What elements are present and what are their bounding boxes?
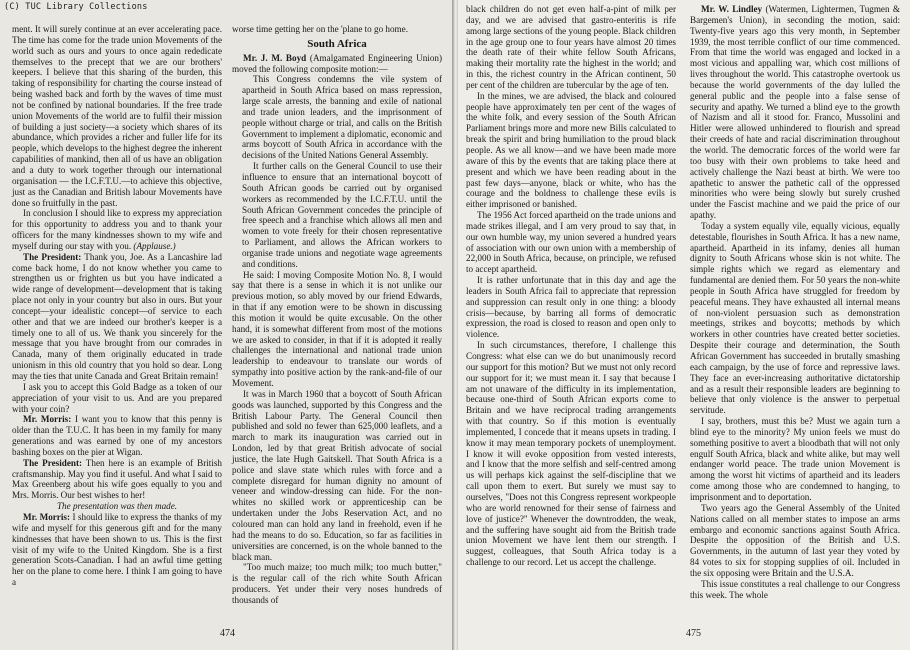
right-page-column-1 — [466, 4, 676, 568]
speaker-name: Mr. Morris: — [23, 414, 72, 425]
speaker-name: Mr. W. Lindley — [701, 4, 763, 14]
paragraph: ment. It will surely continue at an ever accelerating pace. The time has come for the trade union Movements of the world such as ours and yours to once again rededicate themselves to the precept that we are our brothers' keepers. I believe that this sharing of the burden, this taking of responsibility for charting the course instead of being washed back and forth by the waves of time must not be confined by national boundaries. If the free trade union Movements of the world are to fulfil their mission of building a just society—a society which shares of its abundance, which provides a richer and fuller life for its people, which develops to the highest degree the inherent capabilities of mankind, then all of us have an obligation and a duty to work together through our international organisation — the I.C.F.T.U.—to achieve this objective, just as the Canadian and British labour Movements have done so fruitfully in the past. — [12, 24, 222, 208]
right-page — [458, 0, 910, 650]
paragraph: The President: Then here is an example of British craftsmanship. May you find it useful. And what I said to Max Greenberg about his wife goes equally to you and Mrs. Morris. Our best wishes to her! — [12, 457, 222, 501]
paragraph-text: In conclusion I should like to express my appreciation for this opportunity to address you and to thank your officers for the many kindnesses shown to my wife and myself during our stay with you. — [12, 208, 222, 251]
paragraph: In such circumstances, therefore, I challenge this Congress: what else can we do but unanimously record our support for this motion? But we must not only record our support for it; we must mean it. I say that because I am not unaware of the difficulty in its implementation, because one-third of South African exports come to Britain and we have reciprocal trading arrangements with that country. So if this motion is eventually implemented, I concede that it means upsets in trading. I know it may mean temporary pockets of unemployment. I know it will evoke opposition from vested interests, and I know that the more selfish and self-centred among us will perhaps kick against the self-discipline that we call upon them to exert. But surely we must say to ourselves, "Does not this Congress represent workpeople who are world renowned for their sense of fairness and love of justice?" Whenever the downtrodden, the weak, and the suffering have sought aid from the British trade union Movement we have lent them our strength. I suggest, colleagues, that South Africa today is a challenge to our record. Let us accept the challenge. — [466, 340, 676, 568]
paragraph: I say, brothers, must this be? Must we again turn a blind eye to the minority? My union feels we must do something positive to avert a bloodbath that will not only engulf South Africa, black and white alike, but may well endanger world peace. The trade union Movement is among the worst hit victims of apartheid and its leaders come among those who are condemned to hanging, to imprisonment and to deportation. — [690, 416, 900, 502]
paragraph: He said: I moving Composite Motion No. 8, I would say that there is a sense in which it is not unlike our previous motion, so ably moved by our friend Edwards, in that if any emotion were to be shown in discussing this motion it would be quite excusable. On the other hand, it is somewhat different from most of the motions we are asked to consider, in that if it is adopted it really challenges the international and national trade union leadership to endeavour to translate our words of sympathy into positive action by the rank-and-file of our Movement. — [232, 269, 442, 388]
section-heading: South Africa — [307, 37, 367, 50]
page-number: 475 — [686, 628, 701, 639]
stage-direction: The presentation was then made. — [56, 501, 178, 512]
paragraph: Mr. Morris: I should like to express the thanks of my wife and myself for this generous gift and for the many kindnesses that have been shown to us. This is the first visit of my wife to the United Kingdom. She is a first generation Scots-Canadian. I had an awful time getting her on the plane to come here. I think I am going to have a — [12, 511, 222, 588]
applause-note: (Applause.) — [133, 240, 176, 251]
paragraph: It was in March 1960 that a boycott of South African goods was launched, supported by this Congress and the British Labour Party. The General Council then published and sold no fewer than 625,000 leaflets, and a march to mark its inauguration was carried out in London, led by that great British advocate of social justice, the late Hugh Gaitskell. That South Africa is a police and slave state which rules with force and a complete disregard for human dignity no amount of veneer and window-dressing can hide. For the non-whites no skilled work or apprenticeship can be undertaken under the Jobs Reservation Act, and no coloured man can hold any land in freehold, even if he had the means to do so. Education, so far as facilities in universities are concerned, is on the whole banned to the black man. — [232, 388, 442, 562]
paragraph: It is rather unfortunate that in this day and age the leaders in South Africa fail to appreciate that repression and suppression can result only in one thing: a bloody crisis—because, by barring all forms of democratic expression, the road is closed to reason and open only to violence. — [466, 275, 676, 340]
paragraph — [12, 208, 222, 251]
paragraph: worse time getting her on the 'plane to go home. — [232, 24, 408, 34]
speaker-name: The President: — [23, 457, 83, 468]
paragraph: In the mines, we are advised, the black and coloured people have approximately ten per cent of the wages of the white folk, and every session of the South African Parliament brings more and more new Bills calculated to break the spirit and bring humiliation to the proud black people. As we all know—and we have been made more aware of this by the events that are taking place there at present and which we have been reading about in the past few days—anyone, black or white, who has the courage and the boldness to challenge these evils is either imprisoned or banished. — [466, 90, 676, 210]
paragraph: I ask you to accept this Gold Badge as a token of our appreciation of your visit to us. And are you prepared with your coin? — [12, 381, 222, 414]
paragraph: Mr. J. M. Boyd (Amalgamated Engineering Union) moved the following composite motion:— — [232, 52, 442, 74]
speaker-name: The President: — [23, 251, 82, 262]
paragraph: This issue constitutes a real challenge to our Congress this week. The whole — [690, 578, 900, 600]
page-number: 474 — [220, 628, 235, 639]
paragraph: "Too much maize; too much milk; too much butter," is the regular call of the rich white South African producers. Yet under their very noses hundreds of thousands of — [232, 562, 442, 605]
paragraph: Two years ago the General Assembly of the United Nations called on all member states to impose an arms embargo and economic sanctions against South Africa. Despite the opposition of the British and U.S. Governments, in the autumn of last year they voted by 84 votes to six for stopping supplies of oil. Included in the six opposing were Britain and the U.S.A. — [690, 502, 900, 578]
motion-text: It further calls on the General Council to use their influence to ensure that an international boycott of South African goods be carried out by organised workers as recommended by the I.C.F.T.U. until the South African Government concedes the principle of free speech and a franchise which allows all men and women to vote freely for their chosen representative to Parliament, and allows the African workers to organise trade unions and negotiate wage agreements and conditions. — [242, 161, 442, 269]
library-watermark: (C) TUC Library Collections — [4, 2, 148, 12]
right-page-column-2 — [690, 4, 900, 600]
left-page-column-2 — [232, 24, 442, 606]
paragraph: black children do not get even half-a-pint of milk per day, and we are advised that gastro-enteritis is rife among large sections of the young people. Black children in the age group one to four years have almost 20 times the death rate of their white fellow South Africans, making their mortality rate the highest in the world; and in this, the richest country in the African continent, 50 per cent of the children are tubercular by the age of ten. — [466, 4, 676, 90]
paragraph: Today a system equally vile, equally vicious, equally detestable, flourishes in South Africa. It has a new name, apartheid. Apartheid in its infamy, denies all human dignity to South Africans whose skin is not white. The simple rights which we regard as elementary and fundamental are denied them. For 50 years the non-white people in South Africa have struggled for freedom by peaceful means. They have exhausted all internal means of non-violent persuasion such as demonstration meetings, strikes and boycotts; methods by which workers in other countries have created better societies. Despite their courage and determination, the South African Government has succeeded in brutally smashing each campaign, by the use of force and repressive laws. They face an ever-increasing authoritative dictatorship and as a result their responsible leaders are beginning to believe that only violence is the answer to perpetual servitude. — [690, 220, 900, 416]
speaker-name: Mr. Morris: — [23, 511, 70, 522]
speaker-name: Mr. J. M. Boyd — [243, 52, 307, 63]
paragraph: Mr. Morris: I want you to know that this penny is older than the T.U.C. It has been in my family for many generations and was earned by one of my ancestors bashing boxes on the pier at Wigan. — [12, 414, 222, 457]
motion-text: This Congress condemns the vile system of apartheid in South Africa based on mass repression, large scale arrests, the banning and exile of national and trade union leaders, and the imprisonment of people without charge or trial, and calls on the British Government to implement a diplomatic, economic and arms boycott of South Africa in accordance with the decisions of the United Nations General Assembly. — [242, 74, 442, 161]
paragraph: The President: Thank you, Joe. As a Lancashire lad come back home, I do not know whether you came to strengthen us or frighten us but you have indicated a wide range of development—development that is taking place not only in your country but also in ours. But your concept—your idealistic concept—of service to each other and that we are indeed our brother's keeper is a timely one to all of us. We thank you sincerely for the message that you have brought from our comrades in Canada, many of them originally educated in trade unionism in this old country that you hold so dear. Long may the ties that unite Canada and Great Britain remain! — [12, 251, 222, 381]
left-page-column-1 — [12, 24, 222, 588]
paragraph: Mr. W. Lindley (Watermen, Lightermen, Tugmen & Bargemen's Union), in seconding the motion, said: Twenty-five years ago this very month, in September 1939, the most terrible conflict of our time commenced. From that time the world was engaged and locked in a most vicious and appalling war, which cost millions of lives throughout the world. This catastrophe overtook us because the world governments of the day lulled the general public and the people into a false sense of security and apathy. We turned a blind eye to the growth of Nazism and all it stood for. Franco, Mussolini and Hitler were allowed unhindered to flourish and spread their creeds of hate and racial discrimination throughout the world. The democratic forces of the world were far too busy with their own problems to take heed and actively challenge the Nazi beast at birth. We were too apathetic to answer the pathetic call of the oppressed minorities who were being slowly but surely crushed under the Fascist machine and we paid the price of our apathy. — [690, 4, 900, 221]
left-page — [0, 0, 452, 650]
paragraph: The 1956 Act forced apartheid on the trade unions and made strikes illegal, and I am very proud to say that, in our own humble way, my union severed a hundred years of association with our own union with a membership of 22,000 in South Africa, because, on principle, we refused to accept apartheid. — [466, 210, 676, 275]
